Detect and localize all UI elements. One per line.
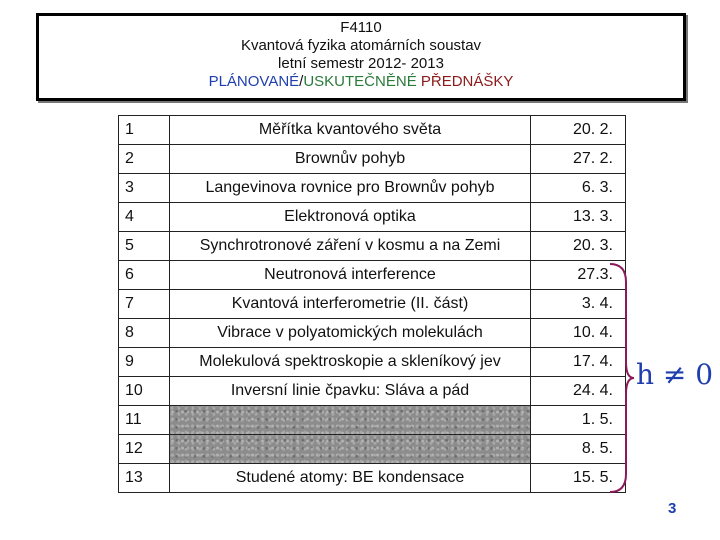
lecture-number: 3 [119, 174, 170, 203]
lecture-number: 11 [119, 406, 170, 435]
lecture-title: Langevinova rovnice pro Brownův pohyb [170, 174, 531, 203]
lecture-rows [119, 116, 626, 493]
lecture-status-line [39, 73, 683, 91]
lecture-title: Synchrotronové záření v kosmu a na Zemi [170, 232, 531, 261]
course-header [36, 13, 686, 101]
lecture-date: 10. 4. [531, 319, 626, 348]
lecture-title-redacted [170, 435, 531, 464]
table-row [119, 435, 626, 464]
table-row [119, 174, 626, 203]
course-title: Kvantová fyzika atomárních soustav [240, 37, 482, 54]
lecture-number: 8 [119, 319, 170, 348]
lecture-number: 12 [119, 435, 170, 464]
lecture-number: 1 [119, 116, 170, 145]
table-row [119, 145, 626, 174]
lecture-date: 15. 5. [531, 464, 626, 493]
lecture-date: 24. 4. [531, 377, 626, 406]
lecture-title: Molekulová spektroskopie a skleníkový jev [170, 348, 531, 377]
lecture-number: 4 [119, 203, 170, 232]
status-planned: PLÁNOVANÉ [208, 73, 300, 90]
lecture-title: Elektronová optika [170, 203, 531, 232]
status-done: USKUTEČNĚNÉ [303, 73, 417, 90]
lecture-date: 8. 5. [531, 435, 626, 464]
lecture-number: 7 [119, 290, 170, 319]
page-number: 3 [668, 500, 677, 517]
table-row [119, 232, 626, 261]
lecture-number: 9 [119, 348, 170, 377]
lecture-number: 10 [119, 377, 170, 406]
semester-label: letní semestr 2012- 2013 [278, 55, 444, 72]
status-lectures: PŘEDNÁŠKY [416, 73, 514, 90]
lecture-date: 17. 4. [531, 348, 626, 377]
lecture-title-redacted [170, 406, 531, 435]
lecture-schedule-table [118, 115, 626, 493]
right-brace-icon [606, 262, 636, 494]
lecture-date: 3. 4. [531, 290, 626, 319]
lecture-title: Měřítka kvantového světa [170, 116, 531, 145]
table-row [119, 290, 626, 319]
lecture-number: 6 [119, 261, 170, 290]
lecture-number: 13 [119, 464, 170, 493]
table-row [119, 116, 626, 145]
planck-nonzero-formula: h ≠ 0 [636, 358, 714, 391]
lecture-title: Neutronová interference [170, 261, 531, 290]
lecture-title: Brownův pohyb [170, 145, 531, 174]
status-separator: / [299, 73, 304, 90]
table-row [119, 377, 626, 406]
table-row [119, 464, 626, 493]
lecture-title: Kvantová interferometrie (II. část) [170, 290, 531, 319]
table-row [119, 348, 626, 377]
lecture-date: 13. 3. [531, 203, 626, 232]
table-row [119, 319, 626, 348]
lecture-date: 1. 5. [531, 406, 626, 435]
course-code: F4110 [340, 19, 382, 36]
lecture-date: 27.3. [531, 261, 626, 290]
lecture-title: Studené atomy: BE kondensace [170, 464, 531, 493]
table-row [119, 406, 626, 435]
lecture-date: 6. 3. [531, 174, 626, 203]
lecture-number: 2 [119, 145, 170, 174]
lecture-date: 27. 2. [531, 145, 626, 174]
lecture-title: Inversní linie čpavku: Sláva a pád [170, 377, 531, 406]
table-row [119, 203, 626, 232]
lecture-date: 20. 3. [531, 232, 626, 261]
lecture-date: 20. 2. [531, 116, 626, 145]
lecture-number: 5 [119, 232, 170, 261]
lecture-title: Vibrace v polyatomických molekulách [170, 319, 531, 348]
table-row [119, 261, 626, 290]
